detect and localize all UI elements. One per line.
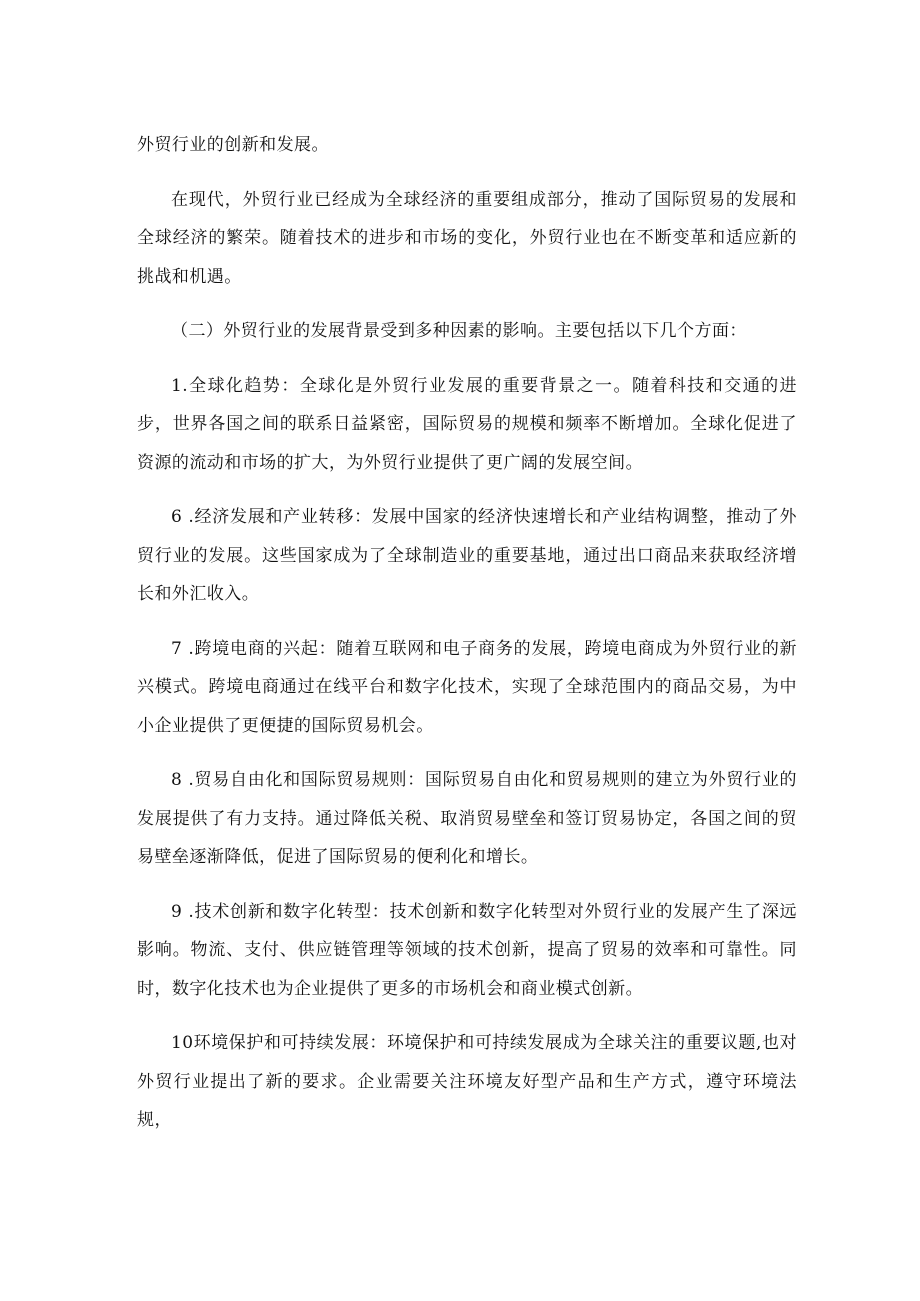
section-heading-background: （二）外贸行业的发展背景受到多种因素的影响。主要包括以下几个方面： <box>171 321 747 341</box>
list-item-trade-liberalization: 8 .贸易自由化和国际贸易规则：国际贸易自由化和贸易规则的建立为外贸行业的发展提供了有力支持。通过降低关税、取消贸易壁垒和签订贸易协定，各国之间的贸易壁垒逐渐降低，促进了国际贸易的便利化和增长。 <box>137 770 797 867</box>
list-item-globalization: 1.全球化趋势：全球化是外贸行业发展的重要背景之一。随着科技和交通的进步，世界各国之间的联系日益紧密，国际贸易的规模和频率不断增加。全球化促进了资源的流动和市场的扩大，为外贸行业提供了更广阔的发展空间。 <box>137 375 797 473</box>
list-item-economic-development: 6 .经济发展和产业转移：发展中国家的经济快速增长和产业结构调整，推动了外贸行业的发展。这些国家成为了全球制造业的重要基地，通过出口商品来获取经济增长和外汇收入。 <box>137 507 797 604</box>
list-item-environmental-protection: 10环境保护和可持续发展：环境保护和可持续发展成为全球关注的重要议题,也对外贸行业提出了新的要求。企业需要关注环境友好型产品和生产方式，遵守环境法规， <box>137 1033 797 1130</box>
paragraph-continuation: 外贸行业的创新和发展。 <box>137 135 329 155</box>
list-item-tech-innovation: 9 .技术创新和数字化转型：技术创新和数字化转型对外贸行业的发展产生了深远影响。物流、支付、供应链管理等领域的技术创新，提高了贸易的效率和可靠性。同时，数字化技术也为企业提供了更多的市场机会和商业模式创新。 <box>137 901 797 999</box>
document-body <box>137 126 797 1156</box>
paragraph-modern-era: 在现代，外贸行业已经成为全球经济的重要组成部分，推动了国际贸易的发展和全球经济的繁荣。随着技术的进步和市场的变化，外贸行业也在不断变革和适应新的挑战和机遇。 <box>137 189 797 287</box>
list-item-cross-border-ecommerce: 7 .跨境电商的兴起：随着互联网和电子商务的发展，跨境电商成为外贸行业的新兴模式。跨境电商通过在线平台和数字化技术，实现了全球范围内的商品交易，为中小企业提供了更便捷的国际贸易机会。 <box>137 638 797 736</box>
